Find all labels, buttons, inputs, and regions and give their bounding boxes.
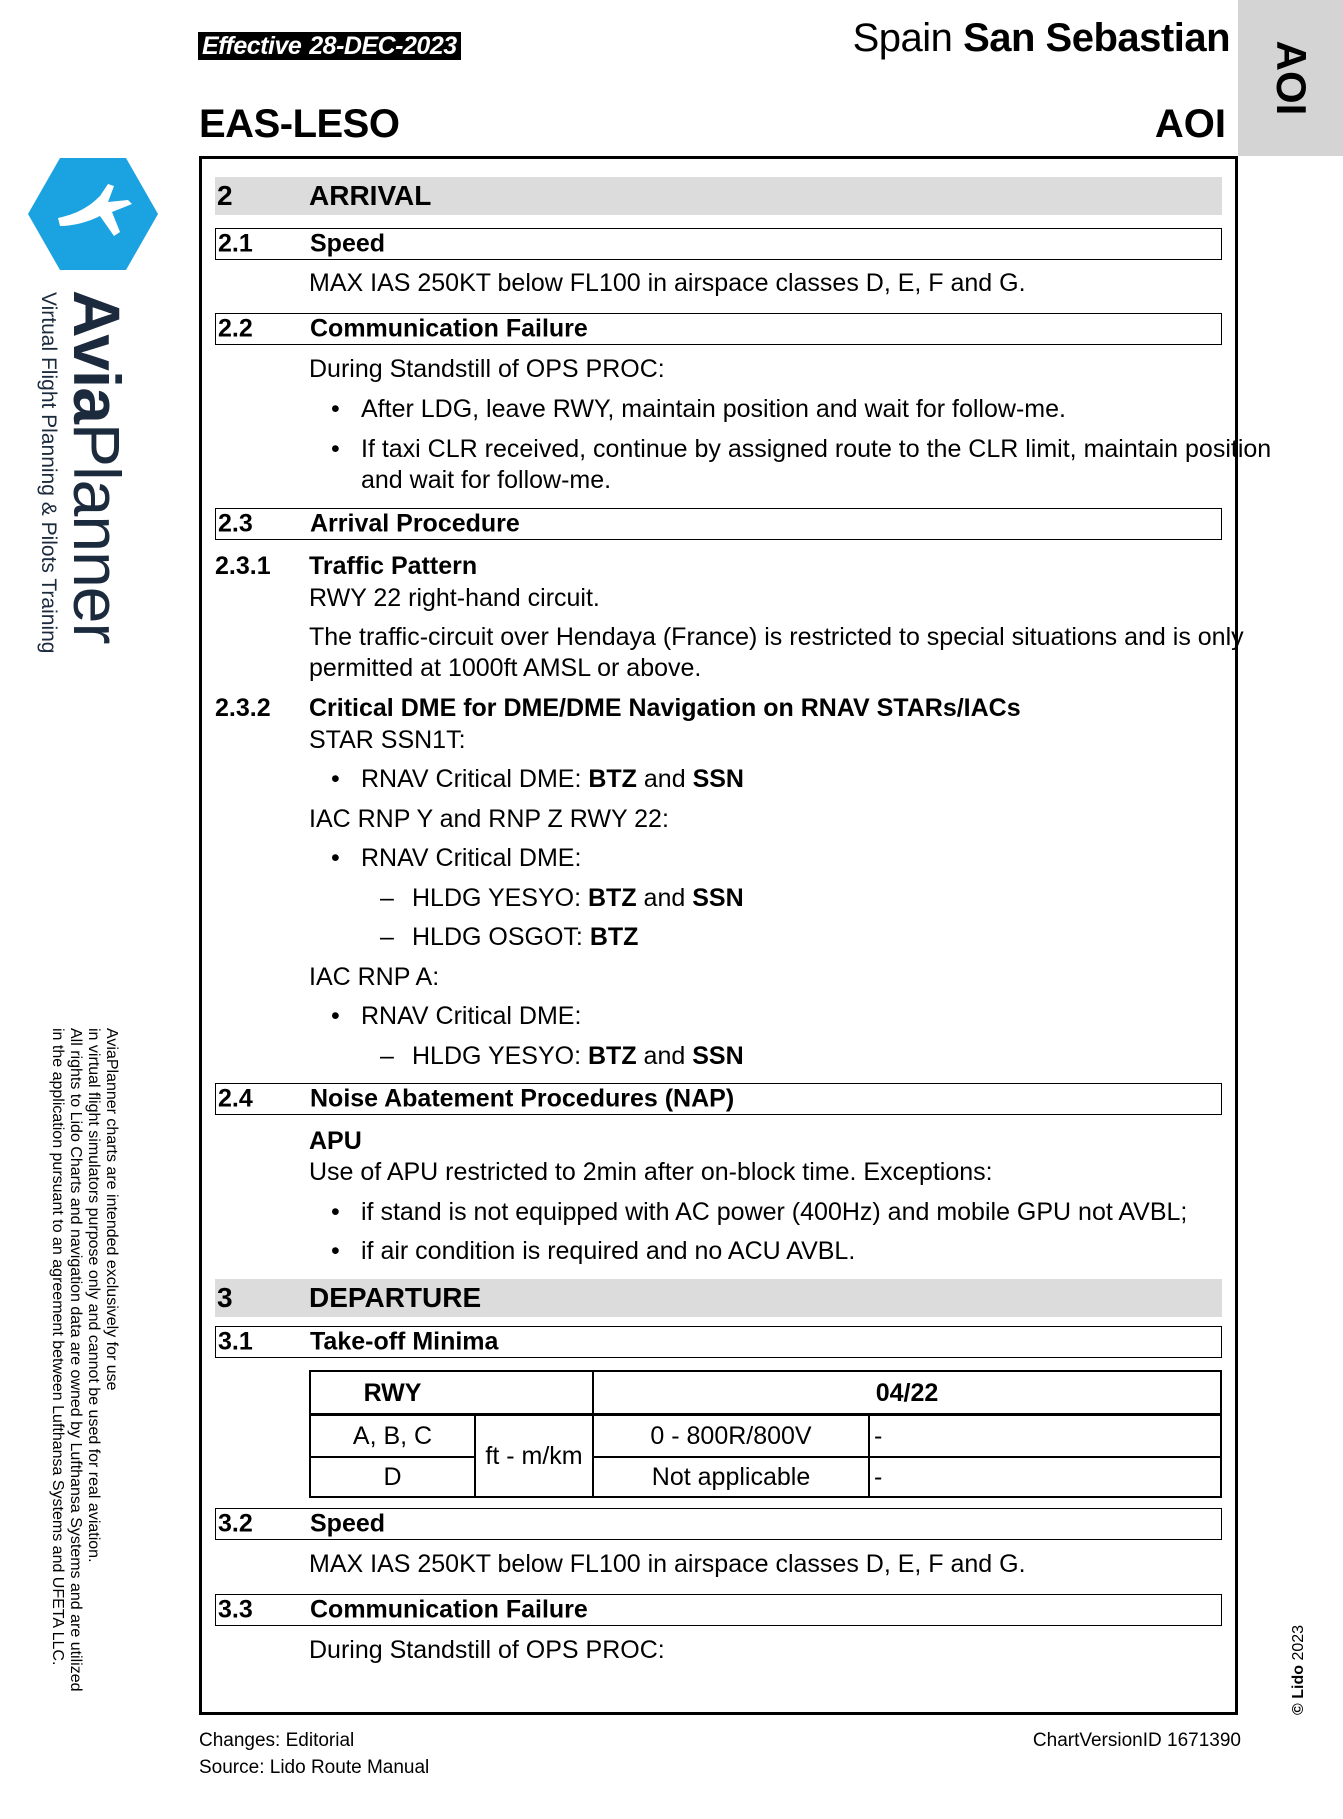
brand-name: [62, 290, 132, 643]
and-text: and: [636, 1042, 693, 1070]
star-label: STAR SSN1T:: [309, 726, 466, 754]
list-item-text: if air condition is required and no ACU AVBL.: [361, 1237, 856, 1265]
section-number: 3: [217, 1282, 233, 1313]
dash-glyph: –: [380, 1042, 394, 1070]
effective-date: 28-DEC-2023: [309, 32, 457, 60]
table-cell-extra: -: [874, 1462, 883, 1491]
section-number: 2: [217, 180, 233, 211]
bullet-glyph: •: [331, 395, 340, 423]
bullet-glyph: •: [331, 844, 340, 872]
speed-text: MAX IAS 250KT below FL100 in airspace classes D, E, F and G.: [309, 1550, 1026, 1578]
section-number: 3.3: [218, 1595, 253, 1624]
disclaimer-line: in virtual flight simulators purpose only and cannot be used for real aviation.: [85, 1028, 102, 1563]
comm-failure-intro: During Standstill of OPS PROC:: [309, 1636, 665, 1664]
hldg-label: HLDG OSGOT:: [412, 923, 590, 951]
bullet-glyph: •: [331, 1198, 340, 1226]
city-name: San Sebastian: [963, 16, 1230, 60]
table-divider: [868, 1416, 870, 1497]
footer-version: ChartVersionID 1671390: [1032, 1730, 1241, 1751]
traffic-pattern-text: RWY 22 right-hand circuit.: [309, 584, 600, 612]
section-number: 2.3: [218, 509, 253, 538]
section-3-3-comm-failure: [215, 1594, 1222, 1626]
section-title: Noise Abatement Procedures (NAP): [310, 1084, 735, 1113]
location-title: [853, 14, 1230, 62]
section-title: Communication Failure: [310, 1595, 588, 1624]
dme-btz: BTZ: [588, 884, 637, 912]
table-header-runway: 04/22: [875, 1378, 939, 1407]
list-item-text: and wait for follow-me.: [361, 466, 612, 494]
section-2-3-arrival-procedure: [215, 508, 1222, 540]
traffic-pattern-text: The traffic-circuit over Hendaya (France) is restricted to special situations and is only: [309, 623, 1244, 651]
effective-label: Effective: [202, 32, 302, 60]
section-title: DEPARTURE: [309, 1282, 482, 1313]
list-item-text: [361, 764, 744, 795]
copyright: [1290, 1625, 1308, 1715]
section-number: 3.1: [218, 1327, 253, 1356]
section-code: AOI: [1154, 102, 1226, 146]
and-text: and: [636, 765, 693, 793]
subsection-title: Critical DME for DME/DME Navigation on RNAV STARs/IACs: [309, 694, 1021, 722]
section-number: 2.4: [218, 1084, 253, 1113]
table-cell-minima: Not applicable: [651, 1462, 811, 1491]
section-number: 2.2: [218, 314, 253, 343]
bullet-glyph: •: [331, 765, 340, 793]
section-number: 3.2: [218, 1509, 253, 1538]
hldg-label: HLDG YESYO:: [412, 1042, 588, 1070]
section-tab[interactable]: [1238, 0, 1343, 156]
disclaimer-line: in the application pursuant to an agreement between Lufthansa Systems and UFETA LLC.: [49, 1028, 66, 1666]
takeoff-minima-table: [309, 1370, 1222, 1498]
footer-changes: Changes: Editorial: [199, 1730, 355, 1751]
section-title: Speed: [310, 229, 386, 258]
disclaimer: [48, 1028, 120, 1692]
section-tab-label: AOI: [1267, 40, 1315, 116]
dme-ssn: SSN: [692, 765, 744, 793]
section-2-2-comm-failure: [215, 313, 1222, 345]
table-cell-unit: ft - m/km: [485, 1442, 583, 1470]
dme-btz: BTZ: [588, 765, 637, 793]
section-departure: [215, 1279, 1222, 1317]
copyright-brand: Lido: [1290, 1664, 1307, 1699]
traffic-pattern-text: permitted at 1000ft AMSL or above.: [309, 654, 702, 682]
disclaimer-line: AviaPlanner charts are intended exclusively for use: [103, 1028, 120, 1391]
list-item-text: [412, 1041, 744, 1072]
footer-source: Source: Lido Route Manual: [199, 1757, 430, 1778]
comm-failure-intro: During Standstill of OPS PROC:: [309, 355, 665, 383]
section-title: ARRIVAL: [309, 180, 432, 211]
iac-label: IAC RNP Y and RNP Z RWY 22:: [309, 805, 669, 833]
bullet-glyph: •: [331, 435, 340, 463]
table-divider: [474, 1416, 476, 1497]
dash-glyph: –: [380, 884, 394, 912]
list-item-text: [412, 922, 638, 953]
table-cell-category: A, B, C: [352, 1421, 433, 1450]
copyright-year: 2023: [1290, 1624, 1307, 1661]
list-item-text: if stand is not equipped with AC power (400Hz) and mobile GPU not AVBL;: [361, 1198, 1188, 1226]
section-title: Speed: [310, 1509, 386, 1538]
section-3-2-speed: [215, 1508, 1222, 1540]
table-divider: [311, 1456, 476, 1458]
bullet-glyph: •: [331, 1002, 340, 1030]
airport-code: EAS-LESO: [199, 102, 400, 146]
section-title: Take-off Minima: [310, 1327, 499, 1356]
subsection-title: Traffic Pattern: [309, 552, 478, 580]
aviaplanner-logo-icon: [28, 156, 158, 272]
list-item-text: RNAV Critical DME:: [361, 1002, 582, 1030]
speed-text: MAX IAS 250KT below FL100 in airspace classes D, E, F and G.: [309, 269, 1026, 297]
and-text: and: [636, 884, 693, 912]
table-cell-category: D: [383, 1462, 402, 1491]
subsection-number: 2.3.2: [215, 694, 271, 722]
list-item-text: If taxi CLR received, continue by assigned route to the CLR limit, maintain position: [361, 435, 1272, 463]
apu-heading: APU: [309, 1127, 362, 1155]
dme-btz: BTZ: [588, 1042, 637, 1070]
dme-btz: BTZ: [589, 923, 639, 951]
dme-ssn: SSN: [692, 884, 744, 912]
section-arrival: [215, 177, 1222, 215]
brand-tagline: Virtual Flight Planning & Pilots Training: [37, 292, 60, 654]
table-divider: [592, 1456, 1220, 1458]
section-title: Arrival Procedure: [310, 509, 520, 538]
section-2-4-nap: [215, 1083, 1222, 1115]
country-name: Spain: [852, 16, 953, 60]
section-title: Communication Failure: [310, 314, 588, 343]
list-item-text: After LDG, leave RWY, maintain position and wait for follow-me.: [361, 395, 1066, 423]
list-item-text: [412, 883, 744, 914]
hldg-label: HLDG YESYO:: [412, 884, 588, 912]
table-cell-extra: -: [874, 1421, 883, 1450]
effective-date-banner: [198, 32, 461, 60]
iac-label: IAC RNP A:: [309, 963, 440, 991]
dash-glyph: –: [380, 923, 394, 951]
list-item-text: RNAV Critical DME:: [361, 844, 582, 872]
dme-label: RNAV Critical DME:: [361, 765, 589, 793]
disclaimer-line: All rights to Lido Charts and navigation data are owned by Lufthansa Systems and are utilized: [67, 1028, 84, 1692]
section-3-1-takeoff-minima: [215, 1326, 1222, 1358]
dme-ssn: SSN: [692, 1042, 744, 1070]
table-cell-minima: 0 - 800R/800V: [650, 1421, 812, 1450]
subsection-number: 2.3.1: [215, 552, 271, 580]
table-divider: [592, 1372, 594, 1497]
section-number: 2.1: [218, 229, 253, 258]
apu-text: Use of APU restricted to 2min after on-block time. Exceptions:: [309, 1158, 993, 1186]
brand-name-bold: Avia: [60, 290, 134, 423]
table-header-rwy: RWY: [363, 1378, 422, 1407]
brand-name-light: Planner: [60, 422, 134, 644]
section-2-1-speed: [215, 228, 1222, 260]
copyright-symbol: ©: [1290, 1703, 1307, 1715]
bullet-glyph: •: [331, 1237, 340, 1265]
